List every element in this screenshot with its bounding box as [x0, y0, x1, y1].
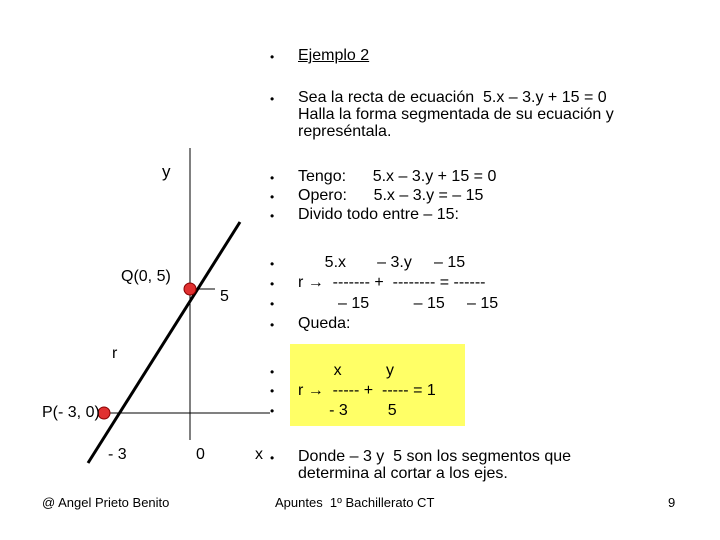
step-line: Tengo: 5.x – 3.y + 15 = 0: [298, 168, 497, 185]
point-p: [98, 407, 110, 419]
x-axis-label: x: [255, 446, 263, 463]
bullet: •: [270, 171, 275, 185]
bullet: •: [270, 451, 275, 465]
fraction2-bars: r → ----- + ----- = 1: [298, 382, 436, 399]
statement-line: Halla la forma segmentada de su ecuación y: [298, 106, 614, 123]
step-line: Opero: 5.x – 3.y = – 15: [298, 187, 484, 204]
bullet: •: [270, 277, 275, 291]
fraction2-denominators: - 3 5: [298, 402, 397, 419]
fraction1-bars: r → ------- + -------- = ------: [298, 274, 486, 291]
bullet: •: [270, 209, 275, 223]
page-number: 9: [668, 495, 676, 510]
fraction1-numerators: 5.x – 3.y – 15: [298, 254, 466, 271]
fraction1-denominators: – 15 – 15 – 15: [298, 295, 499, 312]
bullet: •: [270, 318, 275, 332]
bullet: •: [270, 404, 275, 418]
point-q-label: Q(0, 5): [121, 268, 171, 285]
bullet: •: [270, 365, 275, 379]
slide-title: Ejemplo 2: [298, 47, 370, 64]
footer-author: @ Angel Prieto Benito: [42, 495, 170, 510]
point-q: [184, 283, 196, 295]
point-p-label: P(- 3, 0): [42, 404, 100, 421]
bullet: •: [270, 297, 275, 311]
y-axis-label: y: [162, 162, 171, 181]
bullet: •: [270, 50, 275, 64]
step-line: Divido todo entre – 15:: [298, 206, 459, 223]
p-value-label: - 3: [108, 446, 127, 463]
footer-course: Apuntes 1º Bachillerato CT: [275, 495, 435, 510]
bullet: •: [270, 92, 275, 106]
origin-label: 0: [196, 446, 205, 463]
bullet: •: [270, 384, 275, 398]
q-value-label: 5: [220, 288, 229, 305]
conclusion-line: determina al cortar a los ejes.: [298, 465, 508, 482]
conclusion-line: Donde – 3 y 5 son los segmentos que: [298, 448, 572, 465]
line-r-label: r: [112, 345, 118, 362]
statement-line: Sea la recta de ecuación 5.x – 3.y + 15 = 0: [298, 89, 607, 106]
bullet: •: [270, 257, 275, 271]
bullet: •: [270, 190, 275, 204]
line-r: [88, 222, 240, 463]
queda-label: Queda:: [298, 315, 351, 332]
fraction2-numerators: x y: [298, 362, 395, 379]
statement-line: represéntala.: [298, 123, 392, 140]
